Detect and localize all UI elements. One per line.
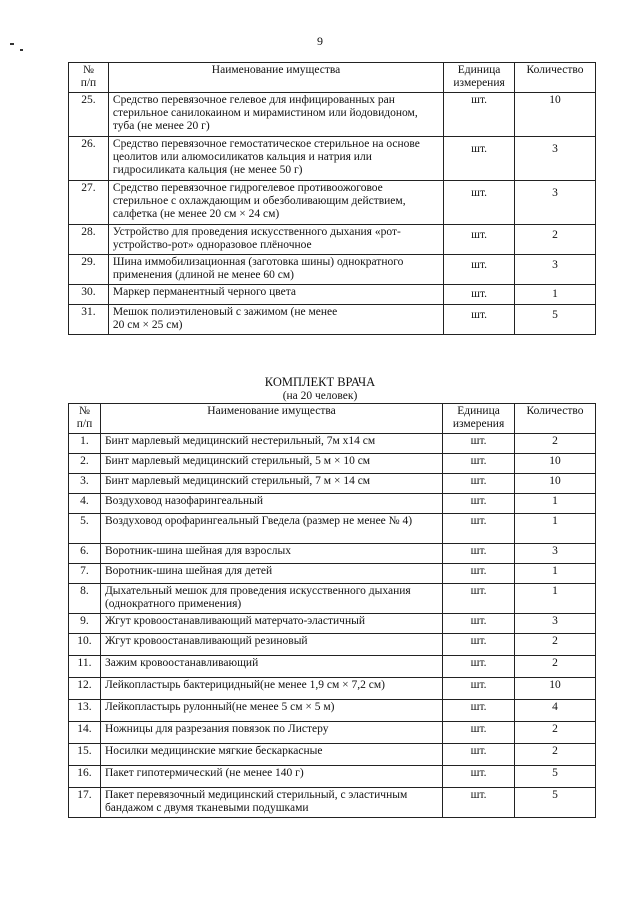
table-row <box>69 700 596 722</box>
table-row <box>69 137 596 181</box>
row-name: Средство перевязочное гелевое для инфицированных ран стерильное санилокаином и мирамистином или йодовидоном, туба (не менее 20 г) <box>108 93 443 137</box>
table-row <box>69 434 596 454</box>
table-row <box>69 788 596 818</box>
row-qty: 1 <box>515 514 596 544</box>
row-unit: шт. <box>443 514 515 544</box>
row-name: Шина иммобилизационная (заготовка шины) однократного применения (длиной не менее 60 см) <box>108 255 443 285</box>
row-name: Лейкопластырь рулонный(не менее 5 см × 5 м) <box>100 700 442 722</box>
row-num: 25. <box>69 93 109 137</box>
row-qty: 2 <box>515 225 596 255</box>
header-name: Наименование имущества <box>108 63 443 93</box>
row-num: 28. <box>69 225 109 255</box>
table-row <box>69 564 596 584</box>
table-row <box>69 614 596 634</box>
row-name: Носилки медицинские мягкие бескаркасные <box>100 744 442 766</box>
row-qty: 4 <box>515 700 596 722</box>
table-row <box>69 474 596 494</box>
row-qty: 1 <box>515 285 596 305</box>
row-num: 8. <box>69 584 101 614</box>
header-unit: Единица измерения <box>444 63 515 93</box>
row-name: Воротник-шина шейная для взрослых <box>100 544 442 564</box>
row-name: Жгут кровоостанавливающий матерчато-эластичный <box>100 614 442 634</box>
row-num: 1. <box>69 434 101 454</box>
table-row <box>69 285 596 305</box>
row-num: 15. <box>69 744 101 766</box>
row-unit: шт. <box>444 181 515 225</box>
table-row <box>69 454 596 474</box>
row-qty: 2 <box>515 434 596 454</box>
table-row <box>69 544 596 564</box>
row-num: 2. <box>69 454 101 474</box>
row-unit: шт. <box>443 494 515 514</box>
row-name: Средство перевязочное гидрогелевое противоожоговое стерильное с охлаждающим и обезболивающим действием, салфетка (не менее 20 см × 24 см) <box>108 181 443 225</box>
row-qty: 10 <box>515 678 596 700</box>
row-unit: шт. <box>443 678 515 700</box>
section-title: КОМПЛЕКТ ВРАЧА <box>264 375 376 389</box>
header-name: Наименование имущества <box>100 404 442 434</box>
margin-mark-top <box>10 43 14 45</box>
row-unit: шт. <box>443 454 515 474</box>
table-row <box>69 93 596 137</box>
row-unit: шт. <box>443 544 515 564</box>
row-qty: 10 <box>515 93 596 137</box>
row-num: 31. <box>69 305 109 335</box>
doctor-kit-table <box>68 403 596 818</box>
row-qty: 3 <box>515 614 596 634</box>
row-name: Бинт марлевый медицинский стерильный, 5 м × 10 см <box>100 454 442 474</box>
table-row <box>69 494 596 514</box>
header-qty: Количество <box>515 404 596 434</box>
row-name: Маркер перманентный черного цвета <box>108 285 443 305</box>
row-name: Дыхательный мешок для проведения искусственного дыхания (однократного применения) <box>100 584 442 614</box>
row-name: Воздуховод орофарингеальный Гведела (размер не менее № 4) <box>100 514 442 544</box>
table-row <box>69 656 596 678</box>
row-qty: 3 <box>515 255 596 285</box>
row-num: 12. <box>69 678 101 700</box>
header-qty: Количество <box>515 63 596 93</box>
row-name: Бинт марлевый медицинский нестерильный, 7м х14 см <box>100 434 442 454</box>
table-row <box>69 181 596 225</box>
section-subtitle: (на 20 человек) <box>282 390 358 402</box>
row-unit: шт. <box>443 474 515 494</box>
table-row <box>69 678 596 700</box>
row-qty: 10 <box>515 474 596 494</box>
row-qty: 5 <box>515 305 596 335</box>
row-unit: шт. <box>443 744 515 766</box>
inventory-table-continued <box>68 62 596 335</box>
row-unit: шт. <box>443 700 515 722</box>
table-row <box>69 514 596 544</box>
table-row <box>69 225 596 255</box>
row-num: 9. <box>69 614 101 634</box>
table-row <box>69 255 596 285</box>
row-unit: шт. <box>443 766 515 788</box>
table-row <box>69 744 596 766</box>
row-name: Зажим кровоостанавливающий <box>100 656 442 678</box>
row-num: 11. <box>69 656 101 678</box>
row-unit: шт. <box>443 614 515 634</box>
row-name: Пакет перевязочный медицинский стерильный, с эластичным бандажом с двумя тканевыми подушками <box>100 788 442 818</box>
row-unit: шт. <box>444 285 515 305</box>
row-qty: 1 <box>515 584 596 614</box>
row-qty: 2 <box>515 722 596 744</box>
row-name: Воздуховод назофарингеальный <box>100 494 442 514</box>
row-qty: 5 <box>515 766 596 788</box>
row-num: 10. <box>69 634 101 656</box>
row-unit: шт. <box>444 255 515 285</box>
table-row <box>69 584 596 614</box>
row-num: 29. <box>69 255 109 285</box>
row-qty: 3 <box>515 181 596 225</box>
row-num: 17. <box>69 788 101 818</box>
table-row <box>69 305 596 335</box>
row-unit: шт. <box>443 656 515 678</box>
row-num: 27. <box>69 181 109 225</box>
row-num: 4. <box>69 494 101 514</box>
row-qty: 2 <box>515 656 596 678</box>
row-unit: шт. <box>444 305 515 335</box>
row-unit: шт. <box>443 434 515 454</box>
table-row <box>69 722 596 744</box>
row-num: 30. <box>69 285 109 305</box>
row-name: Жгут кровоостанавливающий резиновый <box>100 634 442 656</box>
row-num: 6. <box>69 544 101 564</box>
header-num: № п/п <box>69 404 101 434</box>
row-unit: шт. <box>443 722 515 744</box>
row-num: 16. <box>69 766 101 788</box>
row-name: Средство перевязочное гемостатическое стерильное на основе цеолитов или алюмосиликатов кальция и натрия или гидросиликата кальция (не менее 50 г) <box>108 137 443 181</box>
row-qty: 5 <box>515 788 596 818</box>
row-name: Устройство для проведения искусственного дыхания «рот-устройство-рот» одноразовое плёночное <box>108 225 443 255</box>
row-unit: шт. <box>443 634 515 656</box>
row-name: Пакет гипотермический (не менее 140 г) <box>100 766 442 788</box>
row-qty: 3 <box>515 137 596 181</box>
row-qty: 1 <box>515 564 596 584</box>
row-num: 14. <box>69 722 101 744</box>
row-qty: 2 <box>515 744 596 766</box>
row-unit: шт. <box>444 225 515 255</box>
row-unit: шт. <box>443 584 515 614</box>
row-name: Лейкопластырь бактерицидный(не менее 1,9 см × 7,2 см) <box>100 678 442 700</box>
margin-mark-bottom <box>20 49 23 51</box>
row-unit: шт. <box>444 137 515 181</box>
table-row <box>69 766 596 788</box>
table-row <box>69 634 596 656</box>
row-num: 5. <box>69 514 101 544</box>
row-num: 7. <box>69 564 101 584</box>
row-qty: 2 <box>515 634 596 656</box>
row-num: 3. <box>69 474 101 494</box>
row-unit: шт. <box>443 788 515 818</box>
row-name: Мешок полиэтиленовый с зажимом (не менее 20 см × 25 см) <box>108 305 443 335</box>
header-unit: Единица измерения <box>443 404 515 434</box>
row-name: Ножницы для разрезания повязок по Листеру <box>100 722 442 744</box>
header-num: № п/п <box>69 63 109 93</box>
row-qty: 1 <box>515 494 596 514</box>
row-name: Бинт марлевый медицинский стерильный, 7 м × 14 см <box>100 474 442 494</box>
row-num: 26. <box>69 137 109 181</box>
row-unit: шт. <box>443 564 515 584</box>
row-qty: 3 <box>515 544 596 564</box>
row-unit: шт. <box>444 93 515 137</box>
page-number: 9 <box>317 34 323 48</box>
row-num: 13. <box>69 700 101 722</box>
row-name: Воротник-шина шейная для детей <box>100 564 442 584</box>
row-qty: 10 <box>515 454 596 474</box>
